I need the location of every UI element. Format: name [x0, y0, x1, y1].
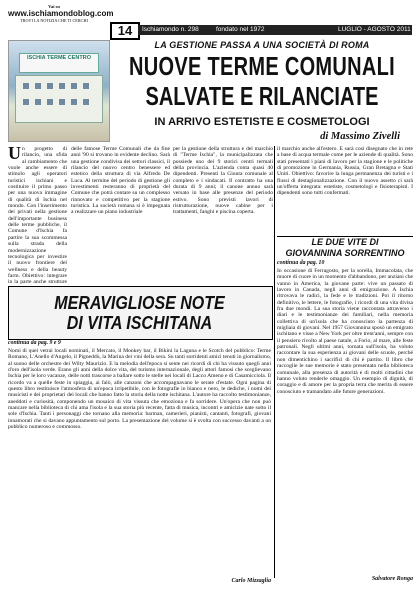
paper-name: Ischiamondo n. 298 [142, 26, 199, 33]
masthead-strip [138, 25, 412, 35]
side-article-body: In occasione di Ferragosto, per la sorella, Immacolata, che muore di cuore in un momento d'abbandono, per anziani che vanno in America, la giovane parte: vive un passato di lavoro in Canada, negli anni di emigrazione. A Ischia ritrovava le radici, la fede e le tradizioni. Poi il ritorno definitivo, le lettere, le fotografie, i ricordi di una vita divisa fra due mondi. La sua storia viene raccontata attraverso i diari e le testimonianze dei familiari, nella memoria collettiva di un'isola che ha conosciuto la partenza di migliaia di giovani. Nel 1957 Giovannina sposò un emigrato ischitano e visse a New York per oltre trent'anni, sempre con il pensiero rivolto al paese natale, a Forio, al mare, alle feste patronali. Negli ultimi anni, tornata sull'isola, ha voluto raccontare la sua esperienza ai giovani delle scuole, perché non dimentichino i sacrifici di chi è partito. Il libro che raccoglie le sue memorie è stato presentato nella biblioteca comunale, alla presenza di autorità e di molti cittadini che hanno voluto renderle omaggio. Un esempio di dignità, di coraggio e di amore per la propria terra che merita di essere conosciuto e tramandato alle future generazioni. [277, 268, 413, 395]
side-article-signature: Salvatore Ronga [371, 576, 413, 582]
side-title-line-1: LE DUE VITE DI [311, 237, 379, 247]
side-article-title [277, 236, 413, 258]
second-article-body: Nomi di quei vetrai locali nominati, il Mercato, il Monkey bar, il Bikini la Laguna e le Scotch del pubblico: Terme Romano, L'Anello d'Angelo, il Pigneddù, la Marina dei vini della sera. Su tanti sorridenti amici tenuti in giornalismo, al suono delle orchestre dei Wilty Maurizio. E la melodia dell'epoca si sente nei ricordi di chi ha vissuto quegli anni d'oro dell'isola verde. Erano gli anni della dolce vita, del turismo internazionale, degli attori famosi che sceglievano Ischia per le loro vacanze, delle notti trascorse a ballare sotto le stelle nei locali di Lacco Ameno e di Casamicciola. Il ricordo va a quelle feste in spiaggia, ai falò, alle canzoni che accompagnavano le serate d'estate. Ogni pagina di questo libro restituisce l'atmosfera di un'epoca irripetibile, con le fotografie in bianco e nero, le dediche, i nomi dei musicisti e dei proprietari dei locali che hanno fatto la storia della notte ischitana. L'autore ha raccolto testimonianze, aneddoti e curiosità, componendo un mosaico di vita vissuta che emoziona e fa sorridere. Un'opera che non può mancare nella biblioteca di chi ama l'isola e la sua storia più recente, fatta di musica, incontri e amicizie nate sotto il sole d'Ischia. Tanti i personaggi che tornano alla memoria: barman, camerieri, pianisti, cantanti, fotografi, giovani innamorati che si davano appuntamento sul porto. La presentazione del volume si è svolta con successo davanti a un pubblico numeroso e commosso. [8, 348, 272, 431]
logo-url[interactable]: www.ischiamondoblog.com [8, 9, 114, 18]
lead-column-1 [8, 143, 67, 286]
second-title-line-2: DI VITA ISCHITANA [66, 314, 213, 334]
second-article-signature: Carlo Mizzaglia [231, 578, 271, 584]
headline-line-1: NUOVE TERME COMUNALI [129, 53, 395, 82]
site-logo[interactable] [8, 4, 114, 34]
logo-tagline: TROVI LA NOTIZIA CHE TI CERCHI [20, 18, 88, 23]
byline: di Massimo Zivelli [320, 131, 400, 142]
lead-column-3: per la gestione della struttura e del marchio di "Terme Ischia", la municipalizzata che possiede uno dei 9 storici centri termali della provincia. L'azienda conta quasi 40 dipendenti. Presenti la Giunta comunale al completo e i sindacati. Il contratto ha una durata di 9 anni; il canone annuo sarà versato in base alle presenze del periodo estivo. Sono previsti lavori di ristrutturazione, nuove cabine per i trattamenti, fanghi e piscina coperta. [173, 146, 273, 216]
headline-line-2: SALVATE E RILANCIATE [145, 83, 379, 112]
side-continued-note: continua da pag. 10 [277, 260, 325, 266]
lead-col1-text: n progetto di rilancio, una sfida al cambiamento che vuole anche essere di stimolo agli operatori turistici ischiani e costituire il primo passo per una nuova immagine di qualità di Ischia nel mondo. Con l'inserimento dei privati nella gestione dell'importante business delle terme pubbliche, il Comune d'Ischia fa partire la sua scommessa sulla strada della modernizzazione tecnologica per investire il nuovo frontiere del wellness e della beauty farm. Obiettivo: integrare in la parte anche strutture [8, 146, 67, 286]
logo-line-1: Vai su [48, 4, 60, 9]
photo-sign: ISCHIA TERME CENTRO [19, 53, 99, 73]
lead-column-4: il marchio anche all'estero. E sarà così disegnato che in rete a base di acqua termale come per le aziende di qualità. Sono stati presentati i piani di lavoro per la stagione e le politiche di promozione in Germania, Russia, Gran Bretagna e Stati Uniti. Obiettivo: favorire la lunga permanenza dei turisti e i flussi di destagionalizzazione. Con il nuovo assetto ci sarà un'offerta integrata: estetiste, cosmetologi e fisioterapisti. I dipendenti sono tutti confermati. [277, 146, 413, 197]
second-continued-note: continua da pag. 9 e 9 [8, 340, 61, 346]
issue-date: LUGLIO - AGOSTO 2011 [338, 26, 411, 33]
subheadline: IN ARRIVO ESTETISTE E COSMETOLOGI [154, 116, 370, 128]
terme-photo [8, 40, 110, 142]
lead-column-2: delle famose Terme Comunali che da fine anni '90 si trovano in evidente declino. Sarà una gestione condivisa dei settori classici, il rilancio del nuovo centro benessere ed estetico della struttura di via Alfredo De Luca. Al termine del periodo di gestione gli investimenti resteranno di proprietà del Comune che potrà contare su un complesso rinnovato e competitivo per la stagione turistica. La società romana si è impegnata a realizzare un piano industriale [71, 146, 170, 216]
side-title-line-2: GIOVANNINA SORRENTINO [285, 247, 405, 258]
page-number: 14 [110, 22, 140, 40]
founded-label: fondato nel 1972 [216, 26, 265, 33]
kicker: LA GESTIONE PASSA A UNA SOCIETÀ DI ROMA [154, 40, 370, 50]
column-divider [274, 146, 275, 578]
second-title-line-1: MERAVIGLIOSE NOTE [54, 294, 225, 314]
drop-cap: U [8, 143, 21, 163]
header-bar [0, 0, 420, 38]
